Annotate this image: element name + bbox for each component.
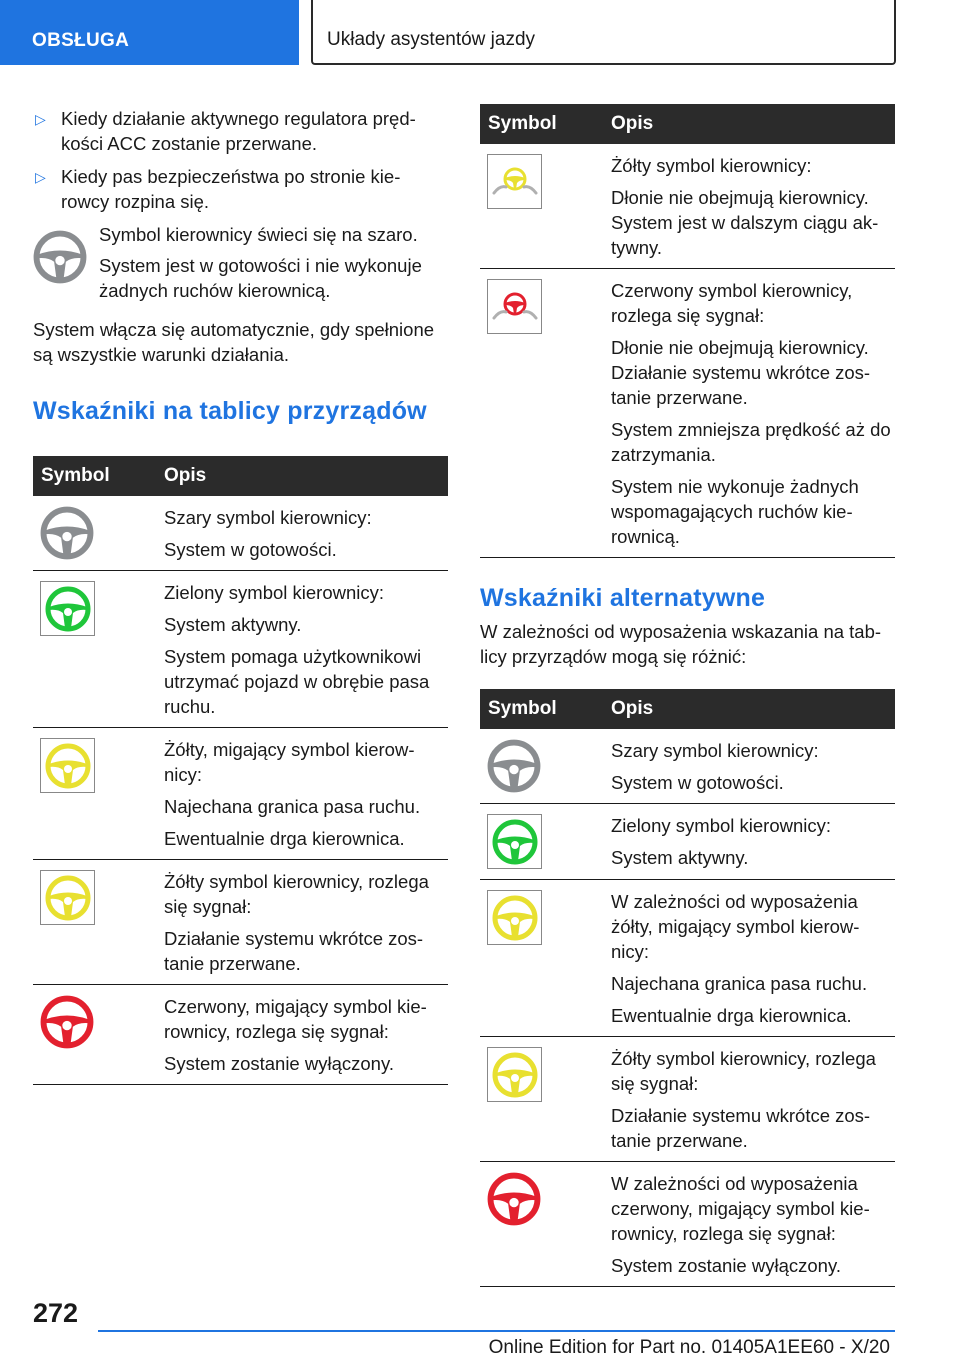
- steering-wheel-grey-icon: [33, 230, 87, 289]
- description-line: System w gotowości.: [164, 539, 337, 560]
- steering-wheel-yellow-icon: [487, 890, 542, 945]
- description-line: W zależności od wyposażenia czerwony, migający symbol kie-rownicy, rozlega się sygnał:: [611, 1173, 870, 1244]
- steering-wheel-yellow-icon: [487, 1047, 542, 1102]
- section-title: OBSŁUGA: [32, 30, 130, 51]
- description-line: System zostanie wyłączony.: [611, 1255, 841, 1276]
- column-header-symbol: Symbol: [33, 456, 160, 496]
- description-cell: [607, 804, 895, 880]
- symbol-cell: [480, 729, 607, 804]
- steering-wheel-green-icon: [487, 814, 542, 869]
- description-line: Czerwony symbol kierownicy, rozlega się sygnał:: [611, 280, 853, 326]
- table-row: [480, 1162, 895, 1287]
- description-line: System w gotowości.: [611, 772, 784, 793]
- section-heading: Wskaźniki na tablicy przyrządów: [33, 397, 427, 425]
- description-line: Szary symbol kierownicy:: [611, 740, 819, 761]
- column-header-description: Opis: [607, 104, 895, 144]
- section-heading: Wskaźniki alternatywne: [480, 584, 766, 612]
- hands-off-table: [480, 104, 895, 558]
- description-line: System zostanie wyłączony.: [164, 1053, 394, 1074]
- triangle-bullet-icon: ▷: [35, 111, 46, 127]
- steering-wheel-red-icon: [40, 995, 160, 1049]
- triangle-bullet-icon: ▷: [35, 169, 46, 185]
- description-line: System aktywny.: [611, 847, 749, 868]
- page-number: 272: [33, 1298, 79, 1328]
- description-line: W zależności od wyposażenia żółty, migający symbol kierow-nicy:: [611, 891, 860, 962]
- bullet-item: ▷ Kiedy pas bezpieczeństwa po stronie kie-rowcy rozpina się.: [35, 166, 401, 212]
- steering-wheel-grey-icon: [40, 506, 160, 560]
- symbol-cell: [480, 269, 607, 558]
- description-line: Szary symbol kierownicy:: [164, 507, 372, 528]
- description-line: Zielony symbol kierownicy:: [611, 815, 832, 836]
- alternative-indicator-table: [480, 689, 895, 1287]
- indicator-table: [33, 456, 448, 1085]
- description-line: Żółty symbol kierownicy, rozlega się sygnał:: [164, 871, 429, 917]
- hands-on-wheel-yellow-icon: [487, 154, 542, 209]
- description-line: Ewentualnie drga kierownica.: [164, 828, 405, 849]
- description-line: Ewentualnie drga kierownica.: [611, 1005, 852, 1026]
- description-cell: [607, 880, 895, 1037]
- table-row: [33, 496, 448, 571]
- column-header-description: Opis: [160, 456, 448, 496]
- table-row: [480, 729, 895, 804]
- right-column: [480, 104, 895, 1287]
- description-cell: [607, 144, 895, 269]
- icon-note: Symbol kierownicy świeci się na szaro. System jest w gotowości i nie wykonuje żadnych ruchów kierownicą.: [33, 222, 448, 303]
- description-line: Najechana granica pasa ruchu.: [164, 796, 421, 817]
- description-cell: [607, 1037, 895, 1162]
- steering-wheel-yellow-icon: [40, 870, 95, 925]
- description-line: System nie wykonuje żadnych wspomagających ruchów kie-rownicą.: [611, 476, 859, 547]
- left-column: [33, 106, 448, 1085]
- steering-wheel-grey-icon: [487, 739, 607, 793]
- table-row: [33, 571, 448, 728]
- table-row: [480, 144, 895, 269]
- table-row: [480, 804, 895, 880]
- description-line: Żółty symbol kierownicy, rozlega się sygnał:: [611, 1048, 876, 1094]
- table-row: [480, 1037, 895, 1162]
- chapter-tab: [311, 0, 896, 65]
- table-row: [33, 728, 448, 860]
- table-row: [480, 269, 895, 558]
- description-line: Najechana granica pasa ruchu.: [611, 973, 868, 994]
- column-header-symbol: Symbol: [480, 689, 607, 729]
- description-line: Działanie systemu wkrótce zos-tanie przerwane.: [611, 1105, 871, 1151]
- steering-wheel-red-icon: [487, 1172, 607, 1226]
- section-intro: W zależności od wyposażenia wskazania na tab-licy przyrządów mogą się różnić:: [480, 621, 882, 667]
- chapter-title: Układy asystentów jazdy: [327, 29, 536, 50]
- symbol-cell: [33, 496, 160, 571]
- symbol-cell: [33, 728, 160, 860]
- symbol-cell: [33, 571, 160, 728]
- description-line: Żółty, migający symbol kierow-nicy:: [164, 739, 415, 785]
- footer-divider: [98, 1330, 895, 1332]
- symbol-cell: [480, 1162, 607, 1287]
- description-cell: [160, 496, 448, 571]
- description-line: Dłonie nie obejmują kierownicy. Działanie systemu wkrótce zos-tanie przerwane.: [611, 337, 871, 408]
- intro-paragraph: System włącza się automatycznie, gdy spełnione są wszystkie warunki działania.: [33, 319, 435, 365]
- description-cell: [160, 985, 448, 1085]
- table-row: [33, 860, 448, 985]
- symbol-cell: [480, 880, 607, 1037]
- symbol-cell: [33, 985, 160, 1085]
- symbol-cell: [480, 1037, 607, 1162]
- table-row: [33, 985, 448, 1085]
- description-line: System pomaga użytkownikowi utrzymać pojazd w obrębie pasa ruchu.: [164, 646, 430, 717]
- description-cell: [160, 571, 448, 728]
- description-line: Żółty symbol kierownicy:: [611, 155, 812, 176]
- description-line: Dłonie nie obejmują kierownicy. System jest w dalszym ciągu ak-tywny.: [611, 187, 879, 258]
- section-tab: [0, 0, 299, 65]
- symbol-cell: [33, 860, 160, 985]
- description-line: Działanie systemu wkrótce zos-tanie przerwane.: [164, 928, 424, 974]
- description-cell: [607, 269, 895, 558]
- description-line: Zielony symbol kierownicy:: [164, 582, 385, 603]
- symbol-cell: [480, 144, 607, 269]
- description-cell: [607, 1162, 895, 1287]
- description-cell: [607, 729, 895, 804]
- hands-on-wheel-red-icon: [487, 279, 542, 334]
- steering-wheel-green-icon: [40, 581, 95, 636]
- column-header-symbol: Symbol: [480, 104, 607, 144]
- table-row: [480, 880, 895, 1037]
- column-header-description: Opis: [607, 689, 895, 729]
- symbol-cell: [480, 804, 607, 880]
- description-line: Czerwony, migający symbol kie-rownicy, rozlega się sygnał:: [164, 996, 427, 1042]
- description-line: System zmniejsza prędkość aż do zatrzymania.: [611, 419, 891, 465]
- edition-note: Online Edition for Part no. 01405A1EE60 - X/20: [488, 1337, 890, 1358]
- description-cell: [160, 860, 448, 985]
- steering-wheel-yellow-icon: [40, 738, 95, 793]
- bullet-item: ▷ Kiedy działanie aktywnego regulatora pręd-kości ACC zostanie przerwane.: [35, 108, 416, 154]
- description-cell: [160, 728, 448, 860]
- description-line: System aktywny.: [164, 614, 302, 635]
